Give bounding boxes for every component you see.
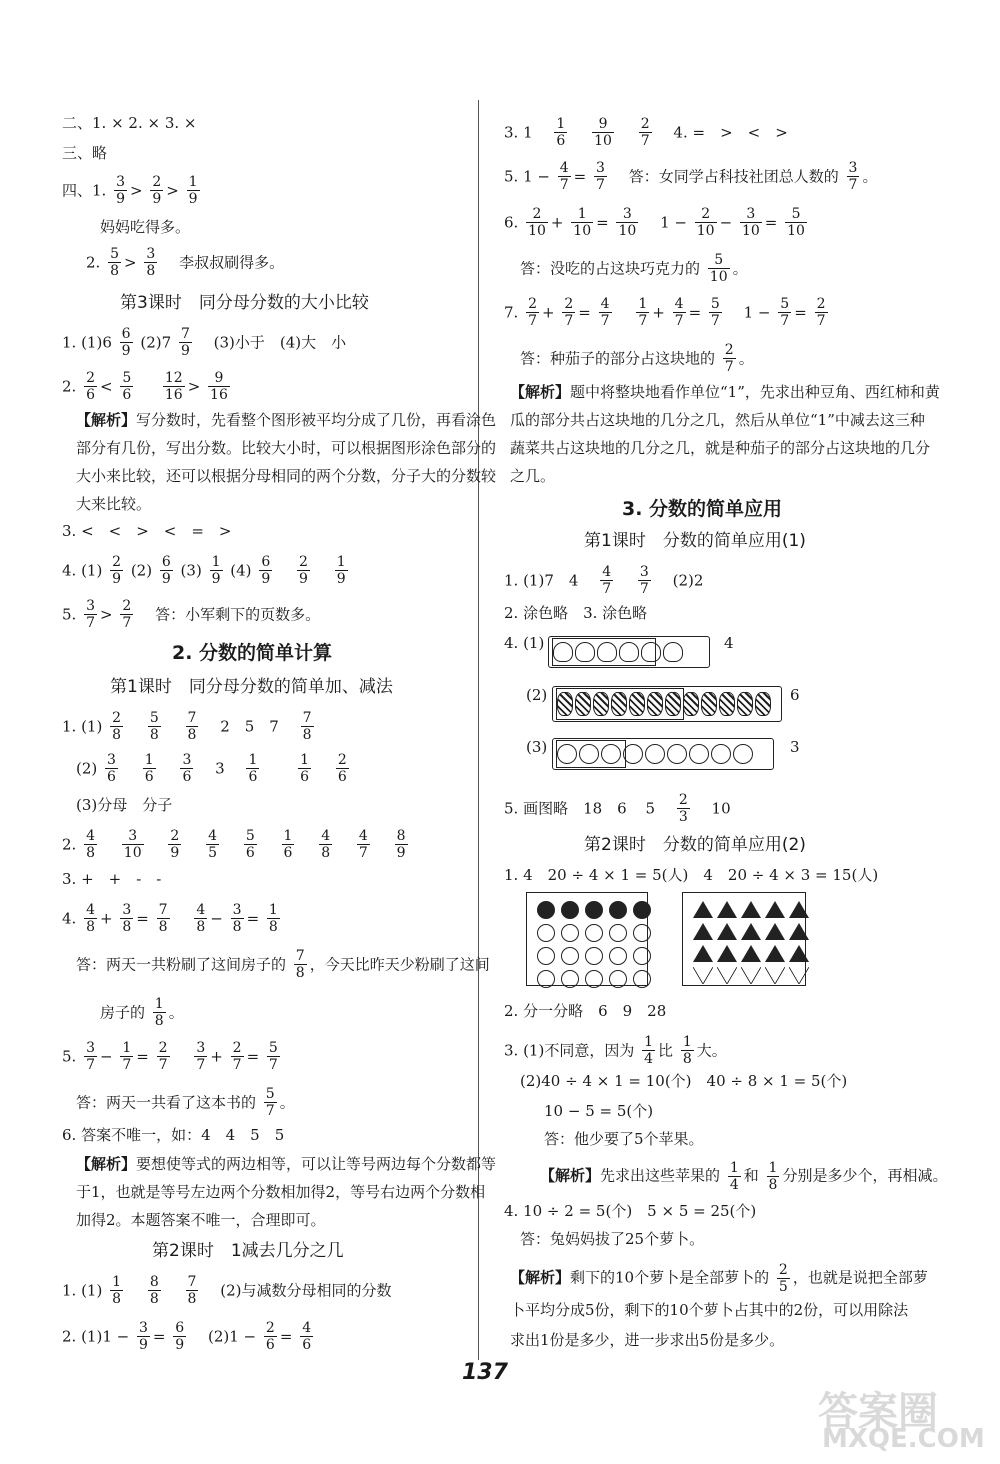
- answer-line: 4. (1): [504, 634, 545, 652]
- fraction: $\frac{7}{8}$: [187, 1274, 197, 1307]
- fraction: $\frac{4}{7}$: [600, 296, 610, 329]
- fraction: $\frac{5}{7}$: [710, 296, 720, 329]
- fraction: $\frac{1}{8}$: [768, 1160, 778, 1193]
- answer-line: 4. 10 ÷ 2 = 5(个) 5 × 5 = 25(个): [504, 1202, 757, 1220]
- answer-line: 3. + + - -: [62, 870, 162, 888]
- fraction: $\frac{7}{8}$: [295, 948, 305, 981]
- filled-triangle-icon: [789, 901, 809, 918]
- circle-icon: [537, 947, 555, 965]
- answer-line: 3. (1)不同意，因为 $\frac{1}{4}$ 比 $\frac{1}{8}$ 大。: [504, 1034, 727, 1067]
- section-heading: 3. 分数的简单应用: [622, 498, 783, 520]
- answer-line: 二、1. × 2. × 3. ×: [62, 114, 197, 132]
- fraction: $\frac{1}{7}$: [122, 1040, 132, 1073]
- circle-icon: [537, 924, 555, 942]
- fraction: $\frac{4}{7}$: [358, 828, 368, 861]
- fraction: $\frac{3}{6}$: [182, 752, 192, 785]
- fraction: $\frac{4}{6}$: [302, 1320, 312, 1353]
- answer-line: 答：兔妈妈拔了25个萝卜。: [520, 1230, 705, 1248]
- filled-circle-icon: [561, 901, 579, 919]
- answer-line: (3)分母 分子: [76, 796, 173, 814]
- circle-icon: [609, 924, 627, 942]
- apple-icon: [689, 744, 709, 764]
- fraction: $\frac{1}{6}$: [300, 752, 310, 785]
- answer-value: 3: [790, 738, 800, 756]
- fraction: $\frac{4}{7}$: [674, 296, 684, 329]
- answer-line: (2) $\frac{3}{6}$ $\frac{1}{6}$ $\frac{3}{6}$ 3 $\frac{1}{6}$ $\frac{1}{6}$ $\frac{2}{6}$: [76, 752, 347, 785]
- fraction: $\frac{2}{3}$: [678, 792, 688, 825]
- fraction: $\frac{9}{16}$: [210, 370, 228, 403]
- filled-circle-icon: [537, 901, 555, 919]
- answer-line: 5. 1 − $\frac{4}{7}$ = $\frac{3}{7}$ 答：女同学占科技社团总人数的 $\frac{3}{7}$ 。: [504, 160, 878, 193]
- fraction: $\frac{4}{5}$: [208, 828, 218, 861]
- fraction: $\frac{2}{9}$: [170, 828, 180, 861]
- answer-line: 2. $\frac{4}{8}$ $\frac{3}{10}$ $\frac{2}{9}$ $\frac{4}{5}$ $\frac{5}{6}$ $\frac{1}{6}$ $\frac{4}{8}$ $\frac{4}{7}$ $\frac{8}{9}$: [62, 828, 406, 861]
- triangle-icon: [693, 967, 713, 984]
- analysis-line: 求出1份是多少，进一步求出5份是多少。: [510, 1331, 785, 1349]
- fraction: $\frac{2}{7}$: [564, 296, 574, 329]
- fraction: $\frac{1}{8}$: [268, 902, 278, 935]
- circle-icon: [633, 924, 651, 942]
- apple-icon: [733, 744, 753, 764]
- fraction: $\frac{5}{7}$: [265, 1086, 275, 1119]
- filled-triangle-icon: [789, 945, 809, 962]
- filled-triangle-icon: [717, 923, 737, 940]
- filled-triangle-icon: [765, 923, 785, 940]
- filled-circle-icon: [585, 901, 603, 919]
- fraction: $\frac{5}{10}$: [709, 252, 728, 285]
- fraction: $\frac{1}{8}$: [112, 1274, 122, 1307]
- fraction: $\frac{6}{9}$: [261, 554, 271, 587]
- watermark-url: MXQE.COM: [822, 1424, 985, 1454]
- fraction: $\frac{2}{7}$: [724, 342, 734, 375]
- fraction: $\frac{2}{9}$: [152, 174, 162, 207]
- fraction: $\frac{5}{8}$: [110, 246, 120, 279]
- pineapple-icon: [737, 692, 753, 716]
- answer-line: 答：种茄子的部分占这块地的 $\frac{2}{7}$ 。: [520, 342, 754, 375]
- lesson-heading: 第1课时 同分母分数的简单加、减法: [110, 677, 393, 697]
- page-number: 137: [462, 1360, 508, 1385]
- fraction: $\frac{1}{4}$: [644, 1034, 654, 1067]
- fraction: $\frac{3}{8}$: [232, 902, 242, 935]
- pineapple-icon: [683, 692, 699, 716]
- lesson-heading: 第1课时 分数的简单应用(1): [584, 531, 806, 551]
- fraction: $\frac{3}{10}$: [741, 206, 760, 239]
- fraction: $\frac{2}{6}$: [86, 370, 96, 403]
- fraction: $\frac{5}{8}$: [149, 710, 159, 743]
- answer-line: 2. $\frac{5}{8}$ > $\frac{3}{8}$ 李叔叔刷得多。: [86, 246, 285, 279]
- filled-triangle-icon: [765, 901, 785, 918]
- triangle-icon: [765, 967, 785, 984]
- answer-line: 答：他少要了5个苹果。: [544, 1130, 704, 1148]
- filled-triangle-icon: [741, 901, 761, 918]
- fraction: $\frac{1}{9}$: [211, 554, 221, 587]
- lesson-heading: 第2课时 分数的简单应用(2): [584, 835, 806, 855]
- apple-icon: [711, 744, 731, 764]
- fraction: $\frac{1}{4}$: [729, 1160, 739, 1193]
- fraction: $\frac{2}{5}$: [778, 1262, 788, 1295]
- circle-icon: [561, 970, 579, 988]
- analysis-line: 蔬菜共占这块地的几分之几，就是种茄子的部分占这块地的几分: [510, 439, 931, 457]
- answer-line: 3. < < > < = >: [62, 522, 232, 540]
- fraction: $\frac{2}{7}$: [528, 296, 538, 329]
- answer-line: 1. (1) $\frac{2}{8}$ $\frac{5}{8}$ $\frac{7}{8}$ 2 5 7 $\frac{7}{8}$: [62, 710, 312, 743]
- fraction: $\frac{2}{10}$: [528, 206, 546, 239]
- filled-circle-icon: [609, 901, 627, 919]
- triangle-grid: [682, 892, 806, 986]
- filled-triangle-icon: [717, 901, 737, 918]
- filled-triangle-icon: [741, 945, 761, 962]
- triangle-icon: [789, 967, 809, 984]
- answer-line: 1. (1)7 4 $\frac{4}{7}$ $\frac{3}{7}$ (2)2: [504, 564, 704, 597]
- circle-icon: [585, 924, 603, 942]
- fraction: $\frac{2}{7}$: [158, 1040, 168, 1073]
- circle-icon: [585, 947, 603, 965]
- fraction: $\frac{1}{7}$: [638, 296, 648, 329]
- selection-box: [556, 688, 684, 720]
- filled-triangle-icon: [717, 945, 737, 962]
- filled-triangle-icon: [693, 923, 713, 940]
- answer-line: 2. (1)1 − $\frac{3}{9}$ = $\frac{6}{9}$ (2)1 − $\frac{2}{6}$ = $\frac{4}{6}$: [62, 1320, 312, 1353]
- fraction: $\frac{3}{9}$: [139, 1320, 148, 1353]
- fraction: $\frac{3}{7}$: [639, 564, 649, 597]
- analysis-line: 大小来比较，还可以根据分母相同的两个分数，分子大的分数较: [76, 467, 497, 485]
- fraction: $\frac{2}{8}$: [112, 710, 122, 743]
- analysis-line: 【解析】剩下的10个萝卜是全部萝卜的 $\frac{2}{5}$ ，也就是说把全部萝: [510, 1262, 928, 1295]
- fraction: $\frac{3}{7}$: [86, 1040, 96, 1073]
- fraction: $\frac{3}{8}$: [146, 246, 156, 279]
- fraction: $\frac{2}{9}$: [112, 554, 122, 587]
- answer-line: 6. $\frac{2}{10}$ + $\frac{1}{10}$ = $\frac{3}{10}$ 1 − $\frac{2}{10}$ − $\frac{3}{10}$ = $\frac{5}{10}$: [504, 206, 805, 239]
- fraction: $\frac{2}{6}$: [337, 752, 347, 785]
- analysis-line: 大来比较。: [76, 495, 152, 513]
- peach-icon: [663, 642, 683, 662]
- filled-triangle-icon: [789, 923, 809, 940]
- answer-line: 妈妈吃得多。: [100, 218, 191, 236]
- fraction: $\frac{2}{10}$: [696, 206, 715, 239]
- answer-line: 10 − 5 = 5(个): [544, 1102, 654, 1120]
- answer-line: 2. $\frac{2}{6}$ < $\frac{5}{6}$ $\frac{12}{16}$ > $\frac{9}{16}$: [62, 370, 228, 403]
- fraction: $\frac{7}{8}$: [187, 710, 197, 743]
- fraction: $\frac{2}{9}$: [299, 554, 308, 587]
- circle-grid: [526, 892, 648, 986]
- answer-line: (3): [526, 738, 548, 756]
- answer-line: 5. 画图略 18 6 5 $\frac{2}{3}$ 10: [504, 792, 731, 825]
- circle-icon: [585, 970, 603, 988]
- pineapple-icon: [755, 692, 771, 716]
- filled-triangle-icon: [765, 945, 785, 962]
- fraction: $\frac{5}{6}$: [122, 370, 132, 403]
- pineapple-icon: [701, 692, 717, 716]
- apple-icon: [667, 744, 687, 764]
- fraction: $\frac{3}{6}$: [107, 752, 116, 785]
- analysis-line: 瓜的部分共占这块地的几分之几，然后从单位“1”中减去这三种: [510, 411, 925, 429]
- answer-line: 答：两天一共看了这本书的 $\frac{5}{7}$ 。: [76, 1086, 295, 1119]
- answer-line: 答：没吃的占这块巧克力的 $\frac{5}{10}$ 。: [520, 252, 748, 285]
- fraction: $\frac{4}{8}$: [196, 902, 206, 935]
- analysis-line: 卜平均分成5份，剩下的10个萝卜占其中的2份，可以用除法: [510, 1301, 909, 1319]
- answer-line: 4. (1) $\frac{2}{9}$ (2) $\frac{6}{9}$ (3) $\frac{1}{9}$ (4) $\frac{6}{9}$ $\frac{2}{9}$ $\frac{1}{9}$: [62, 554, 346, 587]
- answer-line: 1. (1) $\frac{1}{8}$ $\frac{8}{8}$ $\frac{7}{8}$ (2)与减数分母相同的分数: [62, 1274, 392, 1307]
- triangle-icon: [717, 967, 737, 984]
- fraction: $\frac{4}{8}$: [86, 828, 96, 861]
- fraction: $\frac{8}{8}$: [149, 1274, 159, 1307]
- circle-icon: [609, 970, 627, 988]
- fraction: $\frac{7}{9}$: [180, 326, 190, 359]
- analysis-line: 之几。: [510, 467, 556, 485]
- answer-line: 2. 涂色略 3. 涂色略: [504, 604, 648, 622]
- lesson-heading: 第2课时 1减去几分之几: [152, 1241, 344, 1261]
- filled-triangle-icon: [693, 901, 713, 918]
- fraction: $\frac{2}{7}$: [122, 598, 132, 631]
- answer-value: 6: [790, 686, 800, 704]
- filled-circle-icon: [633, 901, 651, 919]
- fraction: $\frac{1}{9}$: [336, 554, 346, 587]
- fraction: $\frac{6}{9}$: [121, 326, 131, 359]
- fraction: $\frac{3}{7}$: [596, 160, 605, 193]
- analysis-line: 【解析】写分数时，先看整个图形被平均分成了几份，再看涂色: [76, 411, 497, 429]
- fraction: $\frac{1}{6}$: [144, 752, 154, 785]
- fraction: $\frac{2}{7}$: [232, 1040, 242, 1073]
- circle-icon: [561, 924, 579, 942]
- fraction: $\frac{2}{6}$: [265, 1320, 275, 1353]
- answer-line: 1. 4 20 ÷ 4 × 1 = 5(人) 4 20 ÷ 4 × 3 = 15(人): [504, 866, 879, 884]
- lesson-heading: 第3课时 同分母分数的大小比较: [120, 293, 369, 313]
- circle-icon: [609, 947, 627, 965]
- pineapple-icon: [719, 692, 735, 716]
- fraction: $\frac{4}{8}$: [86, 902, 96, 935]
- analysis-line: 【解析】先求出这些苹果的 $\frac{1}{4}$ 和 $\frac{1}{8}$ 分别是多少个，再相减。: [540, 1160, 948, 1193]
- answer-line: 房子的 $\frac{1}{8}$ 。: [100, 996, 184, 1029]
- answer-line: (2)40 ÷ 4 × 1 = 10(个) 40 ÷ 8 × 1 = 5(个): [520, 1072, 848, 1090]
- fraction: $\frac{9}{10}$: [594, 116, 612, 149]
- circle-icon: [633, 947, 651, 965]
- answer-line: 6. 答案不唯一，如：4 4 5 5: [62, 1126, 285, 1144]
- fraction: $\frac{3}{10}$: [123, 828, 142, 861]
- selection-box: [556, 740, 626, 768]
- fraction: $\frac{3}{8}$: [122, 902, 132, 935]
- watermark-logo: 答案圈: [818, 1389, 938, 1435]
- circle-icon: [561, 947, 579, 965]
- fraction: $\frac{4}{8}$: [321, 828, 331, 861]
- circle-icon: [633, 970, 651, 988]
- fraction: $\frac{1}{8}$: [154, 996, 164, 1029]
- fraction: $\frac{1}{8}$: [682, 1034, 692, 1067]
- fraction: $\frac{2}{7}$: [816, 296, 826, 329]
- selection-box: [552, 638, 656, 666]
- fraction: $\frac{5}{7}$: [780, 296, 790, 329]
- answer-line: 7. $\frac{2}{7}$ + $\frac{2}{7}$ = $\frac{4}{7}$ $\frac{1}{7}$ + $\frac{4}{7}$ = $\frac{5}{7}$ 1 − $\frac{5}{7}$ = $\frac{2}{7}$: [504, 296, 826, 329]
- answer-line: 5. $\frac{3}{7}$ > $\frac{2}{7}$ 答：小军剩下的页数多。: [62, 598, 321, 631]
- answer-line: 四、1. $\frac{3}{9}$ > $\frac{2}{9}$ > $\frac{1}{9}$: [62, 174, 198, 207]
- answer-line: 4. $\frac{4}{8}$ + $\frac{3}{8}$ = $\frac{7}{8}$ $\frac{4}{8}$ − $\frac{3}{8}$ = $\frac{1}{8}$: [62, 902, 278, 935]
- fraction: $\frac{1}{9}$: [188, 174, 198, 207]
- fraction: $\frac{3}{10}$: [618, 206, 637, 239]
- filled-triangle-icon: [741, 923, 761, 940]
- fraction: $\frac{1}{10}$: [573, 206, 592, 239]
- apple-icon: [645, 744, 665, 764]
- apple-icon: [623, 744, 643, 764]
- answer-line: 5. $\frac{3}{7}$ − $\frac{1}{7}$ = $\frac{2}{7}$ $\frac{3}{7}$ + $\frac{2}{7}$ = $\frac{5}{7}$: [62, 1040, 278, 1073]
- answer-value: 4: [724, 634, 734, 652]
- fraction: $\frac{12}{16}$: [164, 370, 183, 403]
- analysis-line: 【解析】题中将整块地看作单位“1”，先求出种豆角、西红柿和黄: [510, 383, 940, 401]
- fraction: $\frac{3}{7}$: [86, 598, 96, 631]
- answer-line: 3. 1 $\frac{1}{6}$ $\frac{9}{10}$ $\frac{2}{7}$ 4. = > < >: [504, 116, 788, 149]
- analysis-line: 部分有几份，写出分数。比较大小时，可以根据图形涂色部分的: [76, 439, 497, 457]
- fraction: $\frac{7}{8}$: [158, 902, 168, 935]
- fraction: $\frac{5}{10}$: [787, 206, 805, 239]
- answer-line: 1. (1)6 $\frac{6}{9}$ (2)7 $\frac{7}{9}$ (3)小于 (4)大 小: [62, 326, 347, 359]
- triangle-icon: [741, 967, 761, 984]
- fraction: $\frac{3}{9}$: [116, 174, 126, 207]
- section-heading: 2. 分数的简单计算: [172, 642, 333, 664]
- answer-line: 三、略: [62, 144, 108, 162]
- circle-icon: [537, 970, 555, 988]
- analysis-line: 于1，也就是等号左边两个分数相加得2，等号右边两个分数相: [76, 1183, 486, 1201]
- fraction: $\frac{4}{7}$: [602, 564, 612, 597]
- filled-triangle-icon: [693, 945, 713, 962]
- answer-line: 2. 分一分略 6 9 28: [504, 1002, 667, 1020]
- fraction: $\frac{4}{7}$: [559, 160, 569, 193]
- fraction: $\frac{6}{9}$: [175, 1320, 185, 1353]
- fraction: $\frac{8}{9}$: [396, 828, 406, 861]
- fraction: $\frac{1}{6}$: [283, 828, 293, 861]
- answer-line: (2): [526, 686, 548, 704]
- fraction: $\frac{3}{7}$: [848, 160, 858, 193]
- fraction: $\frac{7}{8}$: [302, 710, 312, 743]
- fraction: $\frac{1}{6}$: [248, 752, 258, 785]
- answer-line: 答：两天一共粉刷了这间房子的 $\frac{7}{8}$ ，今天比昨天少粉刷了这间: [76, 948, 490, 981]
- analysis-line: 加得2。本题答案不唯一，合理即可。: [76, 1211, 326, 1229]
- fraction: $\frac{5}{6}$: [245, 828, 255, 861]
- fraction: $\frac{5}{7}$: [268, 1040, 278, 1073]
- fraction: $\frac{6}{9}$: [161, 554, 171, 587]
- fraction: $\frac{1}{6}$: [556, 116, 566, 149]
- analysis-line: 【解析】要想使等式的两边相等，可以让等号两边每个分数都等: [76, 1155, 497, 1173]
- fraction: $\frac{3}{7}$: [196, 1040, 206, 1073]
- fraction: $\frac{2}{7}$: [640, 116, 650, 149]
